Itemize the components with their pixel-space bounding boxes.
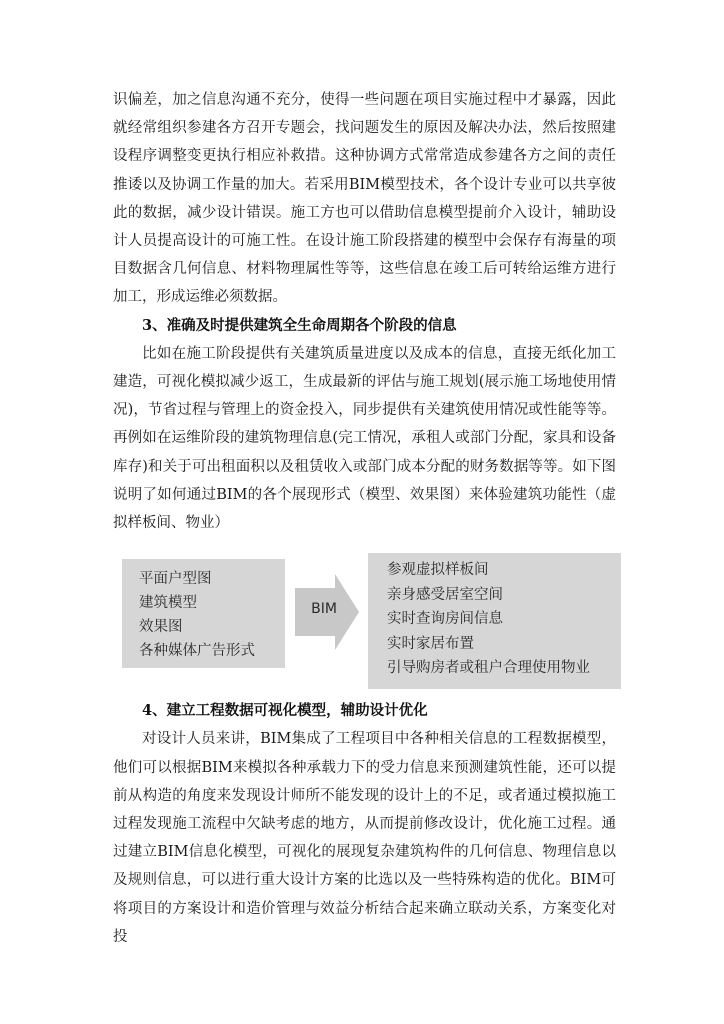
- paragraph-continued: 识偏差，加之信息沟通不充分，使得一些问题在项目实施过程中才暴露，因此就经常组织参建各方召开专题会，找问题发生的原因及解决办法，然后按照建设程序调整变更执行相应补救措。这种协调方式常常造成参建各方之间的责任推诿以及协调工作量的加大。若采用BIM模型技术，各个设计专业可以共享彼此的数据，减少设计错误。施工方也可以借助信息模型提前介入设计，辅助设计人员提高设计的可施工性。在设计施工阶段搭建的模型中会保存有海量的项目数据含几何信息、材料物理属性等等，这些信息在竣工后可转给运维方进行加工，形成运维必须数据。: [113, 92, 616, 306]
- left-item: 平面户型图: [139, 571, 212, 588]
- section-heading-3: 3、准确及时提供建筑全生命周期各个阶段的信息: [142, 316, 457, 334]
- section-heading-4: 4、建立工程数据可视化模型，辅助设计优化: [142, 702, 428, 720]
- diagram-right-box: [368, 553, 621, 689]
- left-item: 建筑模型: [139, 595, 197, 612]
- right-item: 参观虚拟样板间: [387, 562, 489, 579]
- left-item: 各种媒体广告形式: [139, 643, 255, 660]
- paragraph-lifecycle-info: 比如在施工阶段提供有关建筑质量进度以及成本的信息，直接无纸化加工建造，可视化模拟减少返工，生成最新的评估与施工规划(展示施工场地使用情况)，节省过程与管理上的资金投入，同步提供有关建筑使用情况或性能等等。再例如在运维阶段的建筑物理信息(完工情况，承租人或部门分配，家具和设备库存)和关于可出租面积以及租赁收入或部门成本分配的财务数据等等。如下图说明了如何通过BIM的各个展现形式（模型、效果图）来体验建筑功能性（虚拟样板间、物业）: [113, 345, 616, 532]
- left-item: 效果图: [139, 619, 183, 636]
- arrow-label: BIM: [311, 601, 337, 618]
- right-item: 亲身感受居室空间: [387, 586, 503, 603]
- bim-presentation-diagram: [113, 553, 616, 691]
- right-item: 实时查询房间信息: [387, 611, 503, 628]
- right-item: 实时家居布置: [387, 635, 474, 652]
- document-page: [113, 86, 616, 951]
- diagram-left-box: [122, 559, 285, 668]
- paragraph-design-optimization: 对设计人员来讲，BIM集成了工程项目中各种相关信息的工程数据模型，他们可以根据BIM来模拟各种承载力下的受力信息来预测建筑性能，还可以提前从构造的角度来发现设计师所不能发现的设计上的不足，或者通过模拟施工过程发现施工流程中欠缺考虑的地方，从而提前修改设计，优化施工过程。通过建立BIM信息化模型，可视化的展现复杂建筑构件的几何信息、物理信息以及规则信息，可以进行重大设计方案的比选以及一些特殊构造的优化。BIM可将项目的方案设计和造价管理与效益分析结合起来确立联动关系，方案变化对投: [113, 731, 616, 945]
- right-item: 引导购房者或租户合理使用物业: [387, 660, 590, 677]
